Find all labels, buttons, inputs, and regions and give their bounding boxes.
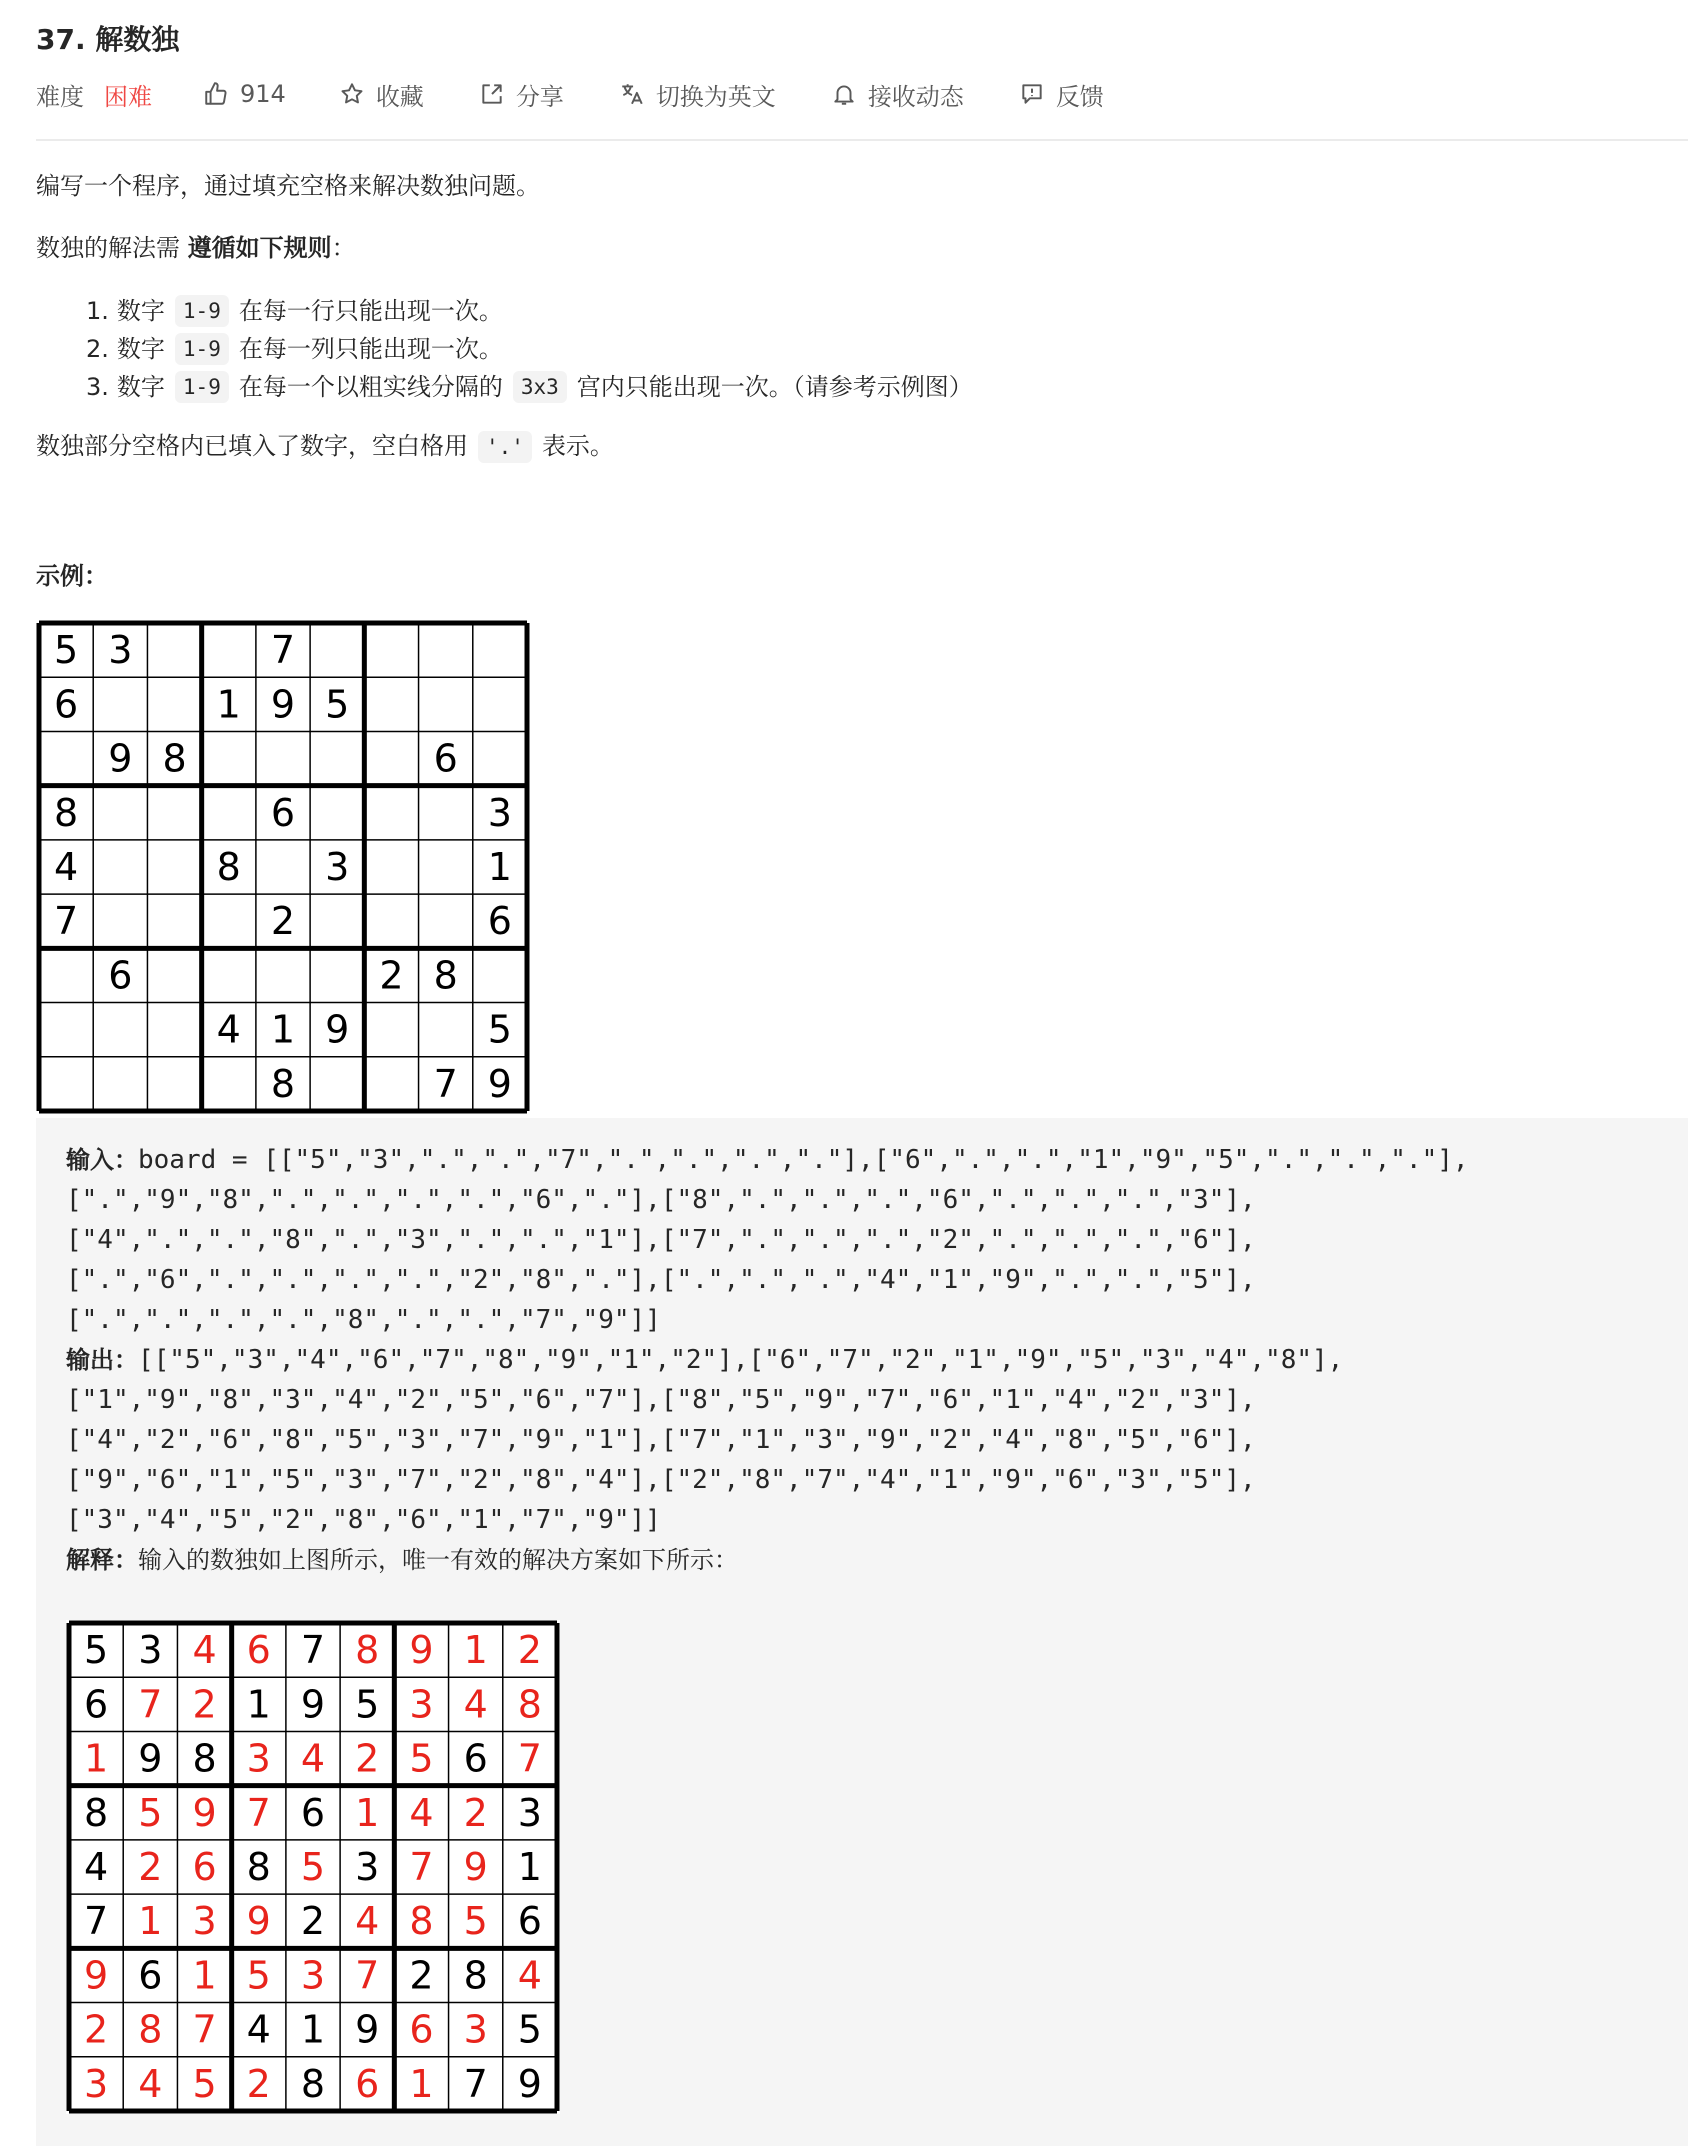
filled-digit: 2 xyxy=(192,1682,217,1727)
given-digit: 3 xyxy=(487,790,512,835)
given-digit: 7 xyxy=(54,899,79,944)
output-text: [["5","3","4","6","7","8","9","1","2"],["6","7","2","1","9","5","3","4","8"], xyxy=(138,1345,1344,1375)
rule-item xyxy=(86,368,973,406)
given-digit: 8 xyxy=(216,845,241,889)
filled-digit: 1 xyxy=(192,1953,217,1998)
given-digit: 6 xyxy=(300,1790,326,1835)
given-digit: 3 xyxy=(325,845,350,889)
given-digit: 5 xyxy=(54,628,79,673)
given-digit: 1 xyxy=(487,845,512,889)
input-line: ["4",".",".","8",".","3",".",".","1"],["7",".",".",".","2",".",".",".","6"], xyxy=(66,1225,1256,1255)
filled-digit: 5 xyxy=(192,2061,217,2106)
filled-digit: 1 xyxy=(138,1899,163,1944)
given-digit: 9 xyxy=(300,1682,326,1727)
filled-digit: 4 xyxy=(355,1899,380,1944)
filled-digit: 7 xyxy=(355,1953,380,1998)
given-digit: 7 xyxy=(300,1628,326,1673)
output-line: ["9","6","1","5","3","7","2","8","4"],["2","8","7","4","1","9","6","3","5"], xyxy=(66,1465,1256,1495)
filled-digit: 1 xyxy=(355,1790,380,1835)
filled-digit: 4 xyxy=(138,2061,163,2106)
filled-digit: 2 xyxy=(246,2061,271,2106)
rule-number: 3. xyxy=(86,373,109,401)
filled-digit: 8 xyxy=(409,1899,434,1944)
given-digit: 4 xyxy=(54,845,79,889)
rule-code: 1-9 xyxy=(175,371,229,403)
given-digit: 5 xyxy=(325,682,350,727)
filled-digit: 1 xyxy=(84,1736,109,1781)
feedback-button[interactable] xyxy=(1018,77,1104,112)
filled-digit: 9 xyxy=(84,1953,109,1998)
filled-digit: 1 xyxy=(409,2061,434,2106)
filled-digit: 8 xyxy=(355,1628,380,1673)
given-digit: 8 xyxy=(463,1953,488,1998)
given-digit: 7 xyxy=(270,628,296,673)
given-digit: 3 xyxy=(355,1845,380,1889)
filled-digit: 3 xyxy=(463,2007,488,2052)
filled-digit: 2 xyxy=(84,2007,109,2052)
given-digit: 2 xyxy=(270,899,296,944)
given-digit: 9 xyxy=(138,1736,163,1781)
subscribe-label: 接收动态 xyxy=(867,82,964,111)
given-digit: 9 xyxy=(270,682,296,727)
given-digit: 6 xyxy=(270,790,296,835)
difficulty-label: 难度 xyxy=(36,82,84,111)
rule-item xyxy=(86,292,973,330)
output-line: ["1","9","8","3","4","2","5","6","7"],["8","5","9","7","6","1","4","2","3"], xyxy=(66,1385,1256,1415)
like-count: 914 xyxy=(240,80,286,108)
given-digit: 1 xyxy=(216,682,241,727)
given-digit: 6 xyxy=(517,1899,542,1944)
given-digit: 3 xyxy=(138,1628,163,1673)
given-digit: 5 xyxy=(517,2007,542,2052)
filled-digit: 1 xyxy=(463,1628,488,1673)
given-digit: 9 xyxy=(517,2061,542,2106)
explanation-label: 解释： xyxy=(66,1546,138,1574)
given-digit: 8 xyxy=(54,790,79,835)
share-icon xyxy=(478,80,506,108)
given-digit: 9 xyxy=(355,2007,380,2052)
filled-digit: 5 xyxy=(138,1790,163,1835)
rule-code: 1-9 xyxy=(175,295,229,327)
input-text: board = [["5","3",".",".","7",".",".",".","."],["6",".",".","1","9","5",".",".","."], xyxy=(138,1145,1469,1175)
filled-digit: 9 xyxy=(463,1845,488,1889)
rules-prefix: 数独的解法需 xyxy=(36,234,188,262)
filled-digit: 5 xyxy=(463,1899,488,1944)
output-label: 输出： xyxy=(66,1346,138,1374)
note-text: 表示。 xyxy=(541,432,614,460)
sudoku-solution-image xyxy=(66,1620,560,2114)
filled-digit: 7 xyxy=(517,1736,542,1781)
star-icon xyxy=(338,80,366,108)
rules-list xyxy=(86,292,973,406)
rule-text: 数字 xyxy=(116,335,165,363)
rule-text: 数字 xyxy=(116,373,165,401)
difficulty xyxy=(36,77,152,112)
given-digit: 5 xyxy=(84,1628,109,1673)
given-digit: 7 xyxy=(84,1899,109,1944)
filled-digit: 4 xyxy=(300,1736,326,1781)
filled-digit: 7 xyxy=(409,1845,434,1889)
given-digit: 9 xyxy=(325,1007,350,1052)
filled-digit: 4 xyxy=(409,1790,434,1835)
given-digit: 6 xyxy=(463,1736,488,1781)
rule-text: 数字 xyxy=(116,297,165,325)
header-divider xyxy=(36,139,1688,141)
filled-digit: 3 xyxy=(84,2061,109,2106)
like-button[interactable] xyxy=(202,80,286,108)
blank-cell-note xyxy=(36,428,614,464)
rule-number: 1. xyxy=(86,297,109,325)
input-line xyxy=(66,1140,1469,1180)
given-digit: 6 xyxy=(138,1953,163,1998)
share-label: 分享 xyxy=(515,82,564,111)
filled-digit: 2 xyxy=(517,1628,542,1673)
output-line: ["4","2","6","8","5","3","7","9","1"],["7","1","3","9","2","4","8","5","6"], xyxy=(66,1425,1256,1455)
given-digit: 1 xyxy=(300,2007,326,2052)
output-line: ["3","4","5","2","8","6","1","7","9"]] xyxy=(66,1505,661,1535)
filled-digit: 7 xyxy=(192,2007,217,2052)
given-digit: 3 xyxy=(108,628,133,673)
given-digit: 6 xyxy=(487,899,512,944)
input-line: [".","9","8",".",".",".",".","6","."],["8",".",".",".","6",".",".",".","3"], xyxy=(66,1185,1256,1215)
filled-digit: 4 xyxy=(463,1682,488,1727)
given-digit: 5 xyxy=(355,1682,380,1727)
filled-digit: 7 xyxy=(246,1790,271,1835)
filled-digit: 2 xyxy=(463,1790,488,1835)
given-digit: 6 xyxy=(433,736,458,781)
note-code: '.' xyxy=(478,431,532,463)
example-title: 示例： xyxy=(36,562,108,590)
rule-text: 在每一行只能出现一次。 xyxy=(238,297,503,325)
translate-icon xyxy=(618,80,646,108)
filled-digit: 5 xyxy=(246,1953,271,1998)
given-digit: 6 xyxy=(54,682,79,727)
input-line: [".",".",".",".","8",".",".","7","9"]] xyxy=(66,1305,661,1335)
given-digit: 4 xyxy=(216,1007,241,1052)
given-digit: 1 xyxy=(246,1682,271,1727)
filled-digit: 9 xyxy=(409,1628,434,1673)
rules-heading xyxy=(36,230,356,266)
filled-digit: 2 xyxy=(355,1736,380,1781)
given-digit: 8 xyxy=(84,1790,109,1835)
difficulty-value: 困难 xyxy=(104,82,152,111)
filled-digit: 5 xyxy=(300,1845,326,1889)
given-digit: 5 xyxy=(487,1007,512,1052)
given-digit: 6 xyxy=(108,953,133,998)
explanation-line xyxy=(66,1540,1469,1580)
rule-code: 3x3 xyxy=(513,371,567,403)
feedback-icon xyxy=(1018,80,1046,108)
given-digit: 3 xyxy=(517,1790,542,1835)
rule-code: 1-9 xyxy=(175,333,229,365)
problem-toolbar xyxy=(36,74,1104,114)
note-text: 数独部分空格内已填入了数字，空白格用 xyxy=(36,432,468,460)
given-digit: 9 xyxy=(487,1061,512,1106)
filled-digit: 3 xyxy=(246,1736,271,1781)
filled-digit: 5 xyxy=(409,1736,434,1781)
given-digit: 8 xyxy=(270,1061,296,1106)
given-digit: 8 xyxy=(433,953,458,998)
example-io xyxy=(66,1140,1469,1580)
favorite-button[interactable] xyxy=(338,77,424,112)
rule-text: 在每一列只能出现一次。 xyxy=(238,335,503,363)
filled-digit: 3 xyxy=(300,1953,326,1998)
rule-text: 在每一个以粗实线分隔的 xyxy=(238,373,503,401)
explanation-text: 输入的数独如上图所示，唯一有效的解决方案如下所示： xyxy=(138,1546,738,1574)
feedback-label: 反馈 xyxy=(1055,82,1104,111)
given-digit: 8 xyxy=(162,736,187,781)
filled-digit: 9 xyxy=(246,1899,271,1944)
given-digit: 4 xyxy=(84,1845,109,1889)
given-digit: 7 xyxy=(463,2061,488,2106)
bell-icon xyxy=(830,80,858,108)
given-digit: 9 xyxy=(108,736,133,781)
filled-digit: 6 xyxy=(409,2007,434,2052)
switch-language-button[interactable] xyxy=(618,77,776,112)
given-digit: 4 xyxy=(246,2007,271,2052)
filled-digit: 2 xyxy=(138,1845,163,1889)
filled-digit: 4 xyxy=(517,1953,542,1998)
given-digit: 2 xyxy=(300,1899,326,1944)
given-digit: 6 xyxy=(84,1682,109,1727)
sudoku-puzzle-image xyxy=(36,620,530,1114)
favorite-label: 收藏 xyxy=(375,82,424,111)
rule-item xyxy=(86,330,973,368)
input-label: 输入： xyxy=(66,1146,138,1174)
given-digit: 7 xyxy=(433,1061,458,1106)
given-digit: 8 xyxy=(300,2061,326,2106)
rule-number: 2. xyxy=(86,335,109,363)
filled-digit: 3 xyxy=(192,1899,217,1944)
subscribe-button[interactable] xyxy=(830,77,964,112)
given-digit: 8 xyxy=(246,1845,271,1889)
thumbs-up-icon xyxy=(202,80,230,108)
given-digit: 1 xyxy=(517,1845,542,1889)
filled-digit: 8 xyxy=(138,2007,163,2052)
given-digit: 8 xyxy=(192,1736,217,1781)
given-digit: 2 xyxy=(409,1953,434,1998)
filled-digit: 6 xyxy=(192,1845,217,1889)
filled-digit: 3 xyxy=(409,1682,434,1727)
filled-digit: 7 xyxy=(138,1682,163,1727)
rule-text: 宫内只能出现一次。（请参考示例图） xyxy=(576,373,973,401)
filled-digit: 6 xyxy=(355,2061,380,2106)
given-digit: 1 xyxy=(270,1007,296,1052)
filled-digit: 4 xyxy=(192,1628,217,1673)
switch-language-label: 切换为英文 xyxy=(655,82,776,111)
problem-title: 37. 解数独 xyxy=(36,23,180,56)
rules-bold: 遵循如下规则 xyxy=(187,234,332,262)
filled-digit: 9 xyxy=(192,1790,217,1835)
output-line xyxy=(66,1340,1469,1380)
filled-digit: 6 xyxy=(246,1628,271,1673)
filled-digit: 8 xyxy=(517,1682,542,1727)
input-line: [".","6",".",".",".",".","2","8","."],[".",".",".","4","1","9",".",".","5"], xyxy=(66,1265,1256,1295)
rules-suffix: ： xyxy=(331,234,356,262)
share-button[interactable] xyxy=(478,77,564,112)
given-digit: 2 xyxy=(379,953,404,998)
intro-text: 编写一个程序，通过填充空格来解决数独问题。 xyxy=(36,172,540,200)
